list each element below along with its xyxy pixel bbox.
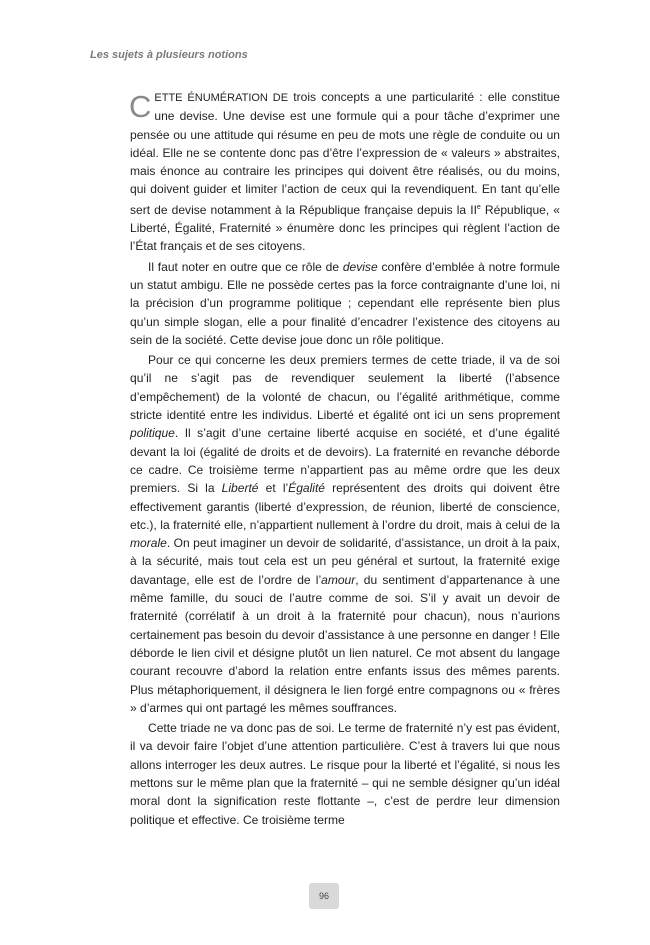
paragraph-2 (130, 258, 560, 349)
paragraph-1 (130, 88, 560, 256)
emphasis: politique (130, 426, 175, 441)
emphasis: amour (321, 572, 356, 587)
paragraph-3 (130, 351, 560, 717)
emphasis: devise (342, 259, 378, 274)
paragraph-3-text: , du sentiment d’appartenance à une même famille, du souci de l’autre comme de soi. S’il y avait un devoir de fraternité (corrélatif à un droit à la fraternité pour chacun), nous n’aurions certainement pas besoin du devoir d’assistance à une personne en danger ! Elle déborde le lien civil et désigne plutôt un lien naturel. Ce mot absent du langage courant recouvre d’abord la relation entre enfants issus des mêmes parents. Plus métaphoriquement, il désignera le lien forgé entre compagnons ou « frères » d’armes qui ont partagé les mêmes souffrances. (130, 572, 560, 715)
drop-cap: C (129, 89, 152, 124)
paragraph-3-text: représentent des droits qui doivent être effectivement garantis (liberté d’expression, de réunion, liberté de conscience, etc.), la fraternité elle, n’appartient nullement à l’ordre du droit, mais à celui de la (130, 481, 560, 532)
paragraph-lead: ETTE ÉNUMÉRATION DE (154, 92, 289, 104)
emphasis: morale (130, 536, 167, 551)
roman-numeral: II (470, 202, 477, 217)
paragraph-3-text: . On peut imaginer un devoir de solidarité, d’assistance, un droit à la paix, à la sécurité, mais tout cela est un peu général et surtout, la fraternité exige davantage, elle est de l’ordre de l’ (130, 536, 560, 587)
paragraph-2-text-end: confère d’emblée à notre formule un statut ambigu. Elle ne possède certes pas la force contraignante d’une loi, ni la précision d’un programme politique ; cependant elle représente bien plus qu’un simple slogan, elle a pour finalité d’encadrer l’existence des citoyens au sein de la société. Cette devise joue donc un rôle politique. (130, 259, 560, 347)
paragraph-3-text: et l’ (258, 481, 289, 496)
emphasis: Égalité (288, 481, 326, 496)
paragraph-1-text: trois concepts a une particularité : elle constitue une devise. Une devise est une formule qui a pour tâche d’exprimer une pensée ou une attitude qui résume en peu de mots une règle de conduite ou un idéal. Elle ne se contente donc pas d’être l’expression de « valeurs » abstraites, mais énonce au contraire les principes qui doivent être réalisés, ou du moins, qui doivent guider et limiter l’action de ceux qui la revendiquent. En tant qu’elle sert de devise notamment à la République française depuis la (130, 90, 560, 217)
paragraph-2-text: Il faut noter en outre que ce rôle de (148, 259, 343, 274)
superscript: e (476, 203, 481, 211)
paragraph-3-text: Pour ce qui concerne les deux premiers termes de cette triade, il va de soi qu’il ne s’agit pas de revendiquer seulement la liberté (l’absence d’empêchement) de la volonté de chacun, ou l’égalité arithmétique, comme stricte identité entre les individus. Liberté et égalité ont ici un sens proprement (130, 353, 560, 423)
running-title: Les sujets à plusieurs notions (90, 49, 248, 61)
paragraph-3-text: . Il s’agit d’une certaine liberté acquise en société, et d’une égalité devant la loi (égalité de droits et de devoirs). La fraternité en revanche déborde ce cadre. Ce troisième terme n’appartient pas au même ordre que les deux premiers. Si la (130, 426, 560, 496)
page-number: 96 (309, 883, 339, 909)
main-text (130, 88, 560, 829)
paragraph-1-text-end: République, « Liberté, Égalité, Fraternité » énumère donc les principes qui règlent l’action de l’État français et de ses citoyens. (130, 202, 560, 254)
emphasis: Liberté (221, 481, 259, 496)
paragraph-4: Cette triade ne va donc pas de soi. Le terme de fraternité n’y est pas évident, il va devoir faire l’objet d’une attention particulière. C’est à travers lui que nous allons interroger les deux autres. Le risque pour la liberté et l’égalité, si nous les mettons sur le même plan que la fraternité – qui ne semble désigner qu’un idéal moral dont la signification reste flottante –, c’est de perdre leur dimension politique et effective. Ce troisième terme (130, 721, 560, 827)
